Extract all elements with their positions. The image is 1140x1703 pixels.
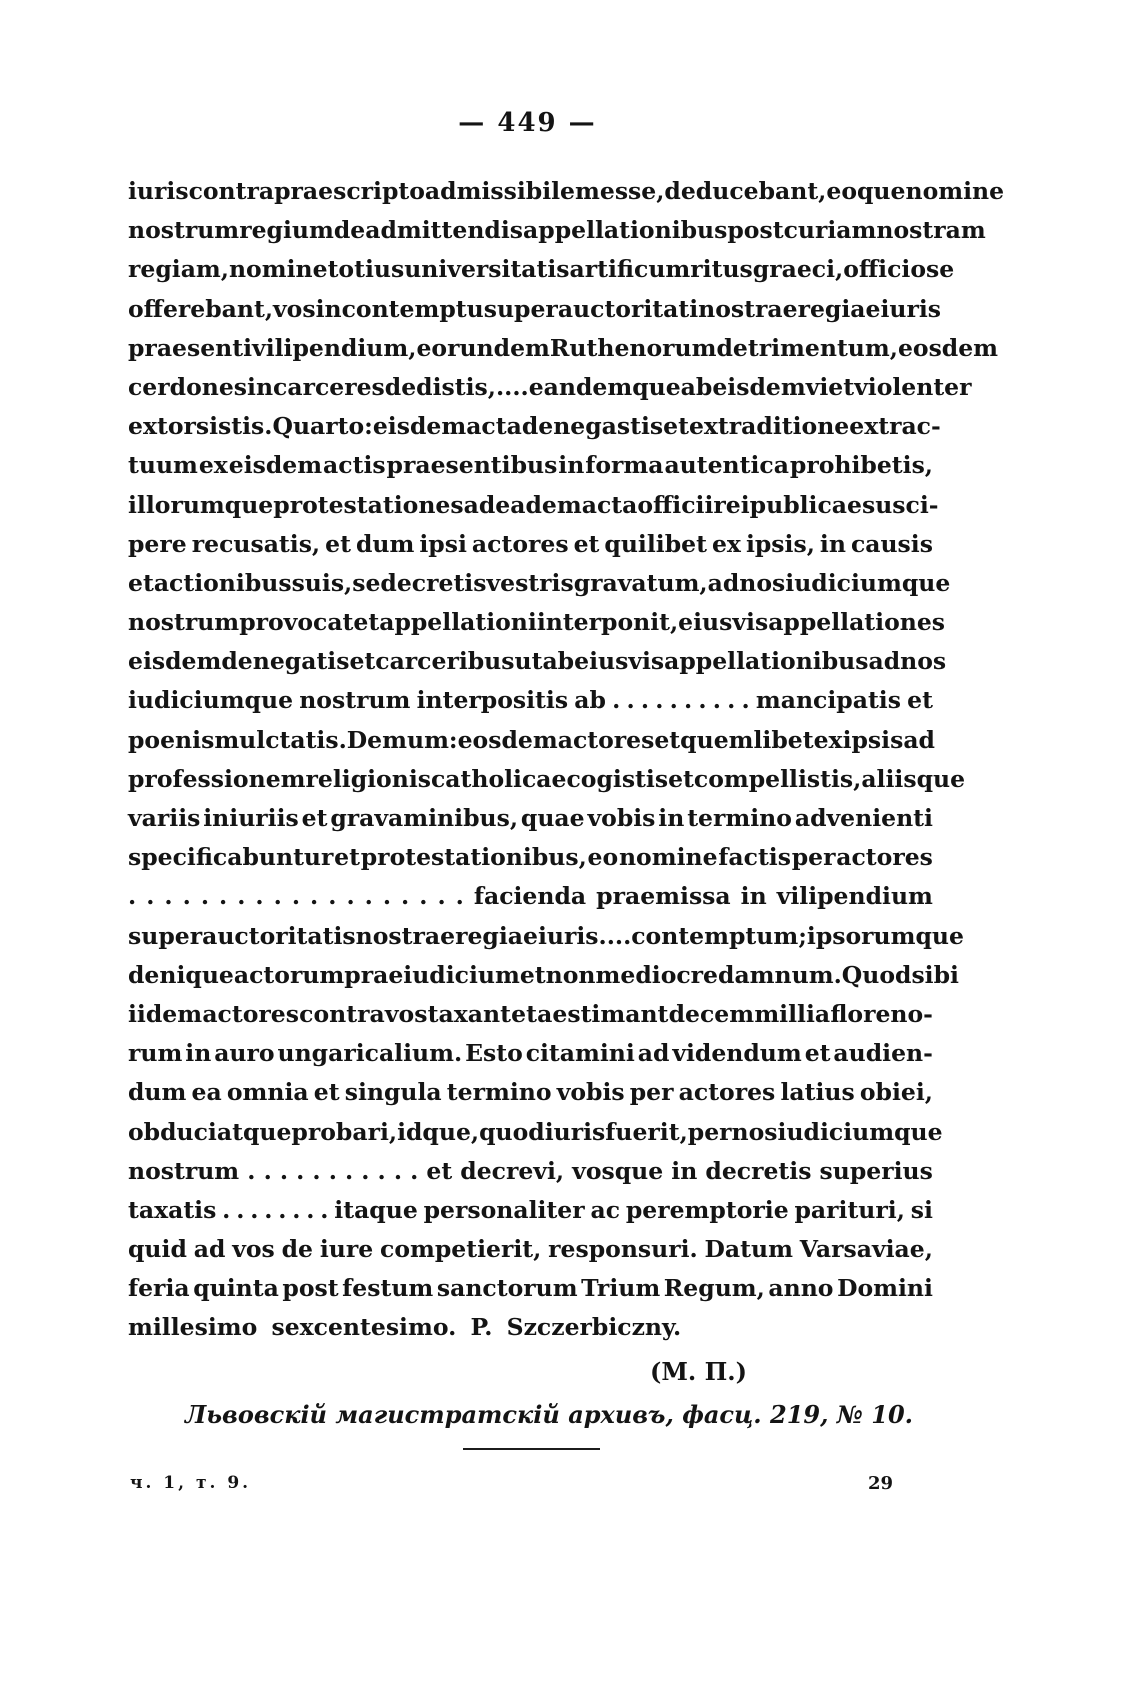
- text-line: obduci atque probari, idque, quod iuris fuerit, per nos iudiciumque: [128, 1117, 943, 1146]
- text-line: pere recusatis, et dum ipsi actores et quilibet ex ipsis, in causis: [128, 529, 933, 558]
- text-line: rum in auro ungaricalium. Esto citamini ad videndum et audien-: [128, 1039, 933, 1068]
- footer-rule: [463, 1448, 600, 1450]
- text-line: et actionibus suis, se decretis vestris gravatum, ad nos iudiciumque: [128, 568, 951, 597]
- text-line: poenis mulctatis. Demum: eosdem actores et quemlibet ex ipsis ad: [128, 725, 935, 754]
- text-line: nostrum . . . . . . . . . . . et decrevi, vosque in decretis superius: [128, 1156, 933, 1185]
- text-line: praesenti vilipendium, eorundem Ruthenorum detrimentum, eosdem: [128, 333, 999, 362]
- text-line: extorsistis. Quarto: eisdem acta denegastis et extraditione extrac-: [128, 412, 941, 441]
- signature-mark: ч. 1, т. 9.: [130, 1473, 252, 1493]
- source-citation: Львовскій магистратскій архивъ, фасц. 219, № 10.: [185, 1400, 914, 1429]
- text-line: . . . . . . . . . . . . . . . . . . . facienda praemissa in vilipendium: [128, 882, 933, 911]
- text-line: iudiciumque nostrum interpositis ab . . . . . . . . . . mancipatis et: [128, 686, 933, 715]
- text-line: denique actorum praeiudicium et non mediocre damnum. Quod sibi: [128, 960, 959, 989]
- text-line: dum ea omnia et singula termino vobis per actores latius obiei,: [128, 1078, 933, 1107]
- text-line: nostrum regium de admittendis appellationibus post curiam nostram: [128, 216, 986, 245]
- text-line: regiam, nomine totius universitatis artificum ritus graeci, officiose: [128, 255, 955, 284]
- seal-mark: (M. П.): [650, 1357, 748, 1386]
- text-line: quid ad vos de iure competierit, responsuri. Datum Varsaviae,: [128, 1235, 933, 1264]
- text-line: iuris contra praescripto admissibilem esse, deducebant, eoque nomine: [128, 177, 1005, 205]
- text-line: eisdem denegatis et carceribus ut ab eiusvis appellationibus ad nos: [128, 647, 947, 676]
- text-line: cerdones in carceres dedistis, .... eandemque ab eisdem vi et violenter: [128, 372, 972, 401]
- text-line: taxatis . . . . . . . . itaque personaliter ac peremptorie parituri, si: [128, 1195, 933, 1224]
- text-line: nostrum provocat et appellationi interponit, eiusvis appellationes: [128, 608, 946, 637]
- text-line: iidem actores contra vos taxant et aestimant decem millia floreno-: [128, 999, 933, 1028]
- text-line: specificabuntur et protestationibus, eo nomine factis per actores: [128, 843, 933, 872]
- text-line: illorumque protestationes ad eadem acta officii rei publicae susci-: [128, 490, 939, 519]
- text-line: professionem religionis catholicae cogistis et compellistis, aliisque: [128, 764, 966, 793]
- text-line: variis iniuriis et gravaminibus, quae vobis in termino advenienti: [128, 804, 933, 832]
- sheet-number: 29: [868, 1473, 894, 1494]
- body-text: [128, 172, 1005, 1348]
- text-line: tuum ex eisdem actis praesentibus in forma autentica prohibetis,: [128, 451, 933, 480]
- text-line: super auctoritatis nostrae regiae iuris . . . . contemptum; ipsorumque: [128, 921, 964, 950]
- text-line: feria quinta post festum sanctorum Trium Regum, anno Domini: [128, 1274, 933, 1303]
- page-number: — 449 —: [458, 108, 597, 138]
- text-line: offerebant, vos in contemptu super auctoritati nostrae regiae iuris: [128, 294, 941, 323]
- text-line: millesimo sexcentesimo. P. Szczerbiczny.: [128, 1313, 682, 1342]
